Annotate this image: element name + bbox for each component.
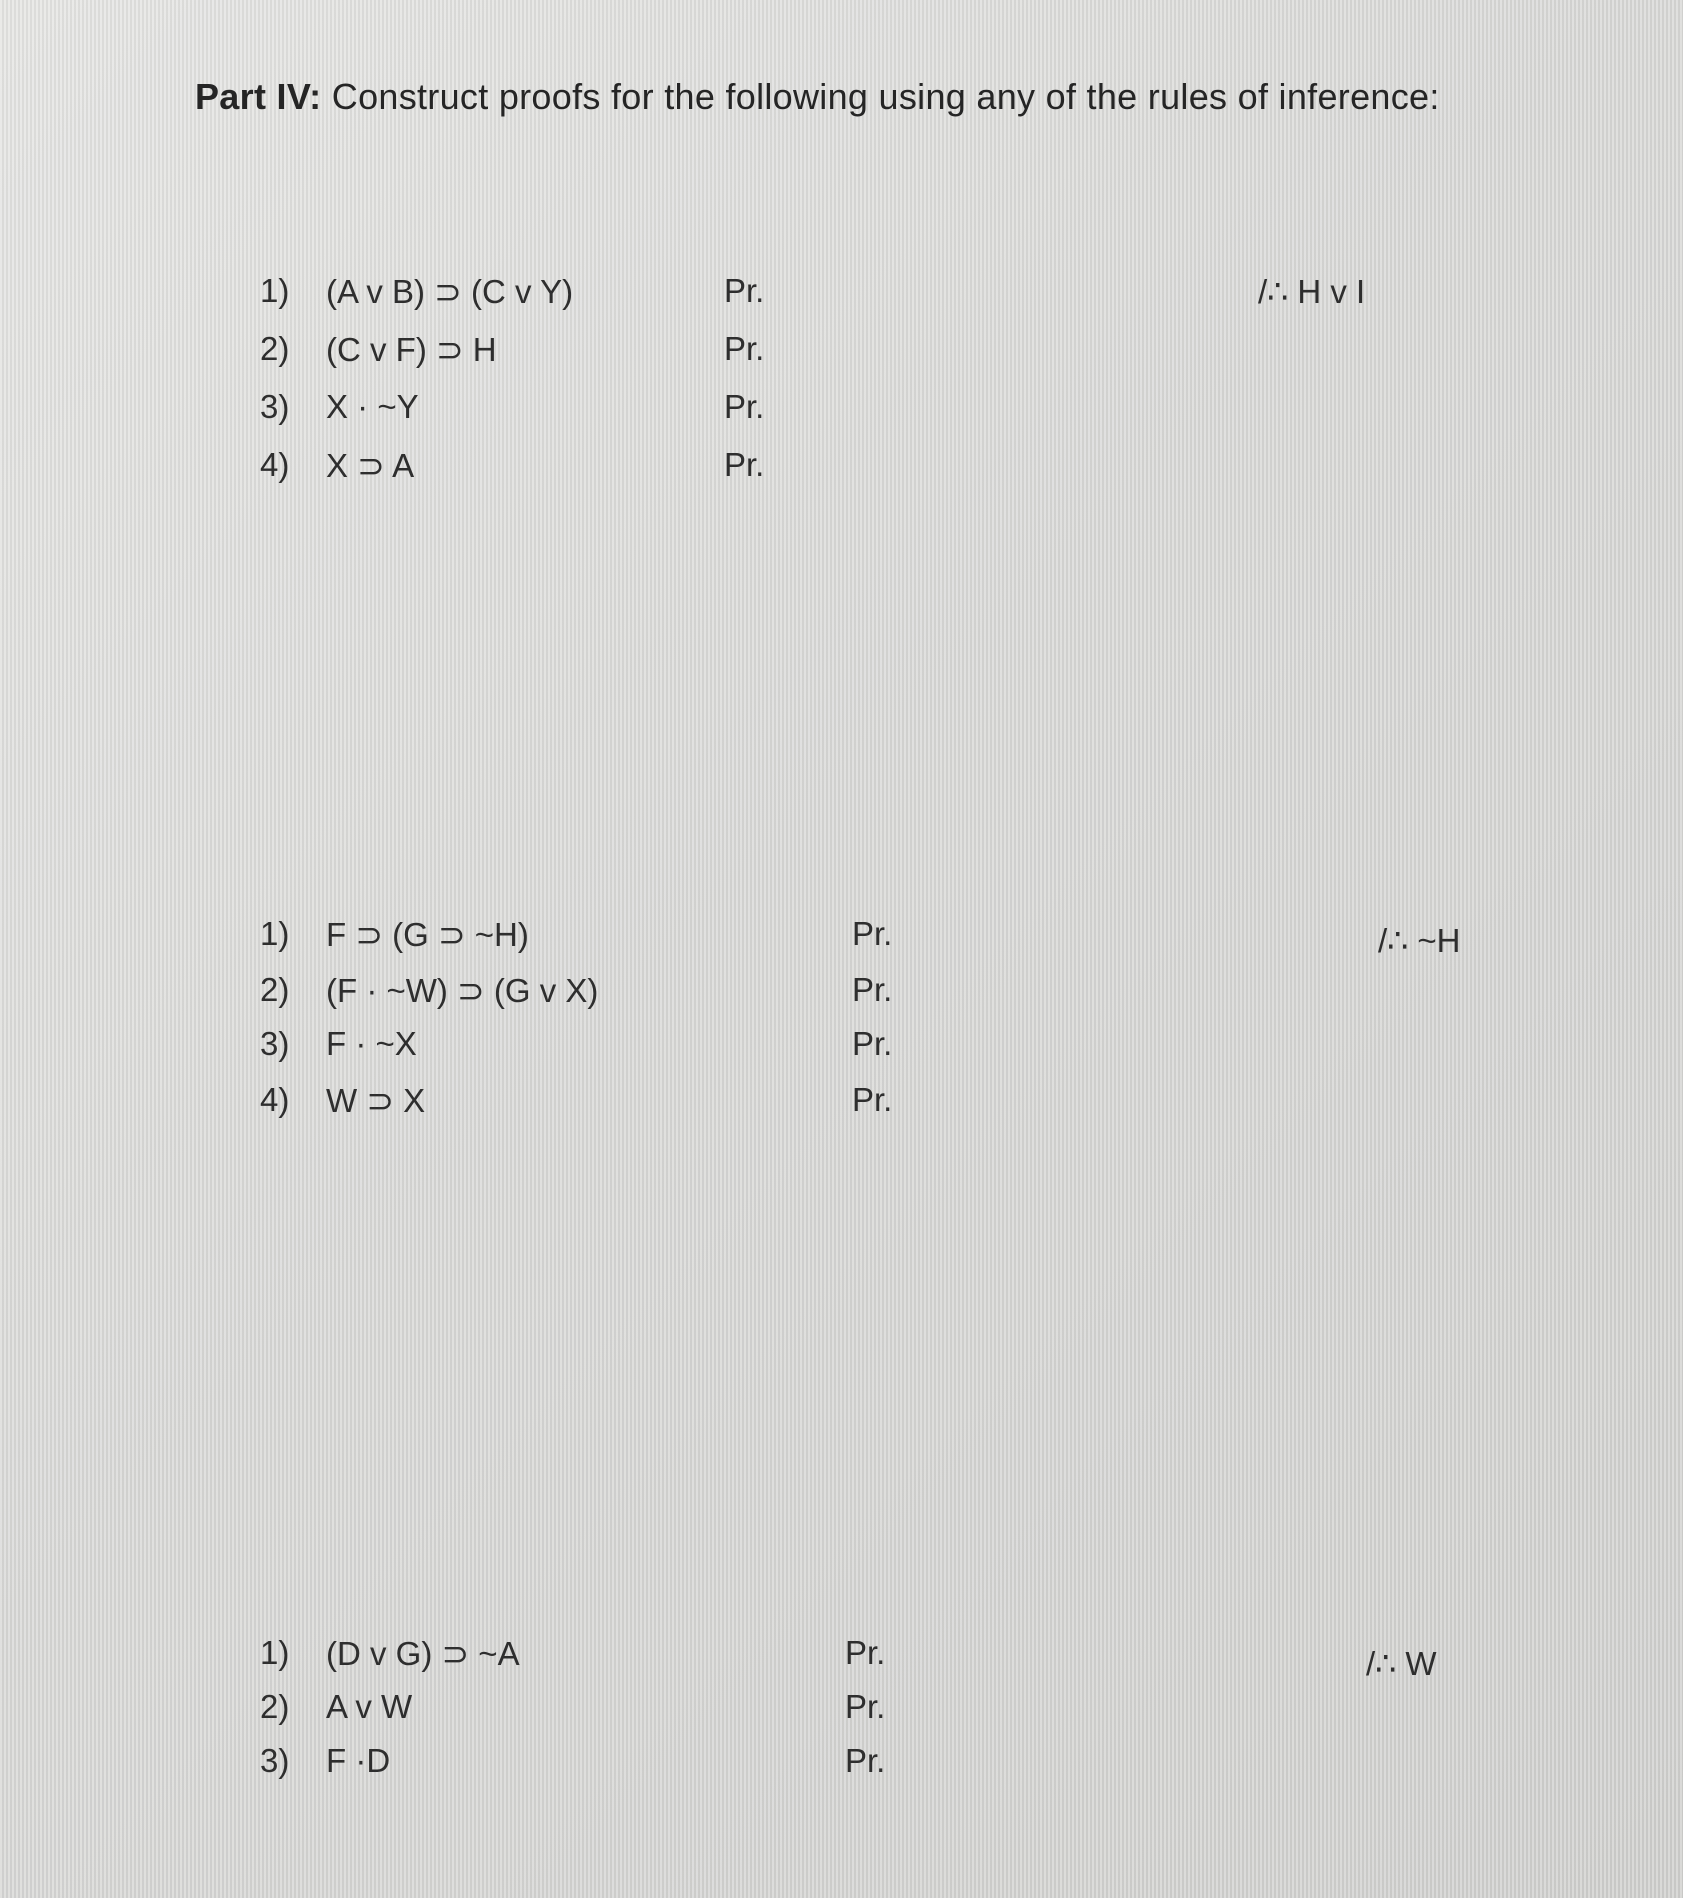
line-number: 2) <box>260 1688 290 1725</box>
proof-line <box>0 1742 1683 1788</box>
premise-formula: X · ~Y <box>326 388 419 425</box>
line-number: 3) <box>260 388 290 425</box>
conclusion: /∴ H v I <box>1258 273 1366 310</box>
justification: Pr. <box>724 272 765 309</box>
proof-line <box>0 388 1683 434</box>
proof-line <box>0 1081 1683 1127</box>
premise-formula: (D v G) ⊃ ~A <box>326 1635 520 1672</box>
premise-formula: A v W <box>326 1688 413 1725</box>
proof-line <box>0 446 1683 492</box>
proof-line <box>0 330 1683 376</box>
page-title <box>195 76 1440 118</box>
premise-formula: (A v B) ⊃ (C v Y) <box>326 273 574 310</box>
proof-line <box>0 971 1683 1017</box>
conclusion: /∴ ~H <box>1378 922 1461 959</box>
justification: Pr. <box>852 1081 893 1118</box>
justification: Pr. <box>845 1742 886 1779</box>
line-number: 4) <box>260 446 290 483</box>
premise-formula: F ⊃ (G ⊃ ~H) <box>326 916 529 953</box>
justification: Pr. <box>852 915 893 952</box>
justification: Pr. <box>724 388 765 425</box>
premise-formula: W ⊃ X <box>326 1082 426 1119</box>
instruction-text: Construct proofs for the following using any of the rules of inference: <box>331 76 1440 117</box>
part-label: Part IV: <box>195 76 322 117</box>
proof-line <box>0 1025 1683 1071</box>
justification: Pr. <box>724 446 765 483</box>
line-number: 2) <box>260 971 290 1008</box>
premise-formula: (C v F) ⊃ H <box>326 331 497 368</box>
justification: Pr. <box>845 1634 886 1671</box>
line-number: 4) <box>260 1081 290 1118</box>
line-number: 3) <box>260 1742 290 1779</box>
proof-line <box>0 272 1683 318</box>
conclusion: /∴ W <box>1366 1645 1437 1682</box>
line-number: 1) <box>260 915 290 952</box>
premise-formula: X ⊃ A <box>326 447 415 484</box>
line-number: 1) <box>260 272 290 309</box>
premise-formula: (F · ~W) ⊃ (G v X) <box>326 972 599 1009</box>
line-number: 3) <box>260 1025 290 1062</box>
justification: Pr. <box>724 330 765 367</box>
proof-line <box>0 1688 1683 1734</box>
justification: Pr. <box>852 971 893 1008</box>
line-number: 2) <box>260 330 290 367</box>
premise-formula: F ·D <box>326 1742 391 1779</box>
justification: Pr. <box>845 1688 886 1725</box>
premise-formula: F · ~X <box>326 1025 417 1062</box>
line-number: 1) <box>260 1634 290 1671</box>
justification: Pr. <box>852 1025 893 1062</box>
